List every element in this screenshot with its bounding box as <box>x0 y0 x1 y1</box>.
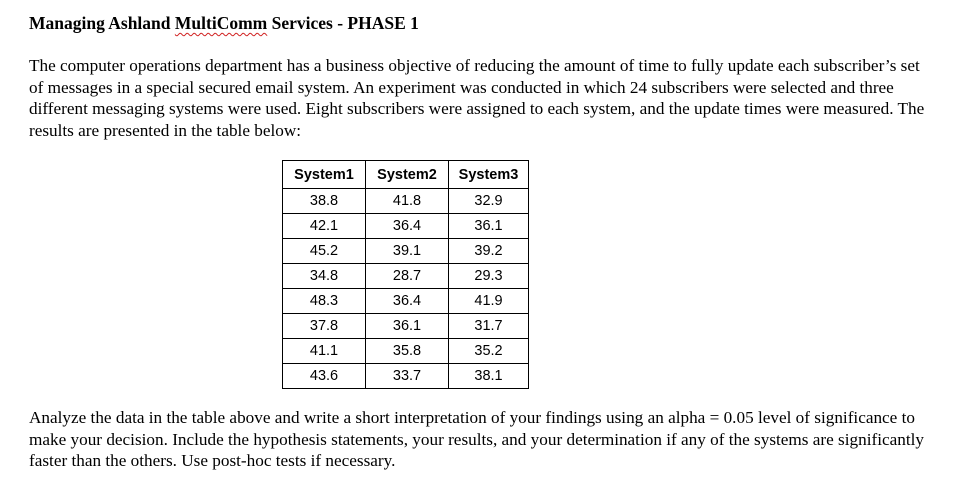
table-cell: 28.7 <box>366 264 449 289</box>
table-cell: 41.8 <box>366 189 449 214</box>
table-row <box>283 339 529 364</box>
title-suffix: Services - PHASE 1 <box>267 13 419 33</box>
table-row <box>283 289 529 314</box>
table-cell: 45.2 <box>283 239 366 264</box>
table-cell: 35.8 <box>366 339 449 364</box>
table-cell: 38.1 <box>449 364 529 389</box>
table-cell: 36.4 <box>366 214 449 239</box>
title-flagged-word: MultiComm <box>174 13 268 33</box>
table-cell: 42.1 <box>283 214 366 239</box>
table-cell: 48.3 <box>283 289 366 314</box>
table-row <box>283 314 529 339</box>
table-row <box>283 264 529 289</box>
data-table-container <box>282 160 529 389</box>
table-row <box>283 189 529 214</box>
table-header-row <box>283 161 529 189</box>
table-cell: 31.7 <box>449 314 529 339</box>
table-cell: 35.2 <box>449 339 529 364</box>
table-row <box>283 239 529 264</box>
table-cell: 32.9 <box>449 189 529 214</box>
table-cell: 41.1 <box>283 339 366 364</box>
table-cell: 43.6 <box>283 364 366 389</box>
table-cell: 29.3 <box>449 264 529 289</box>
column-header-system1: System1 <box>283 161 366 189</box>
closing-paragraph: Analyze the data in the table above and write a short interpretation of your findings using an alpha = 0.05 level of significance to make your decision. Include the hypothesis statements, your results, and your determination if any of the systems are significantly faster than the others. Use post-hoc tests if necessary. <box>29 408 924 470</box>
table-cell: 34.8 <box>283 264 366 289</box>
title-prefix: Managing Ashland <box>29 13 175 33</box>
document-title <box>29 12 419 34</box>
column-header-system2: System2 <box>366 161 449 189</box>
table-cell: 39.1 <box>366 239 449 264</box>
table-row <box>283 214 529 239</box>
intro-paragraph: The computer operations department has a business objective of reducing the amount of time to fully update each subscriber’s set of messages in a special secured email system. An experiment was conducted in which 24 subscribers were selected and three different messaging systems were used. Eight subscribers were assigned to each system, and the update times were measured. The results are presented in the table below: <box>29 56 925 140</box>
table-row <box>283 364 529 389</box>
column-header-system3: System3 <box>449 161 529 189</box>
table-cell: 39.2 <box>449 239 529 264</box>
table-cell: 38.8 <box>283 189 366 214</box>
table-cell: 33.7 <box>366 364 449 389</box>
table-cell: 41.9 <box>449 289 529 314</box>
table-cell: 36.4 <box>366 289 449 314</box>
table-cell: 36.1 <box>366 314 449 339</box>
table-cell: 36.1 <box>449 214 529 239</box>
table-cell: 37.8 <box>283 314 366 339</box>
update-times-table <box>282 160 529 389</box>
